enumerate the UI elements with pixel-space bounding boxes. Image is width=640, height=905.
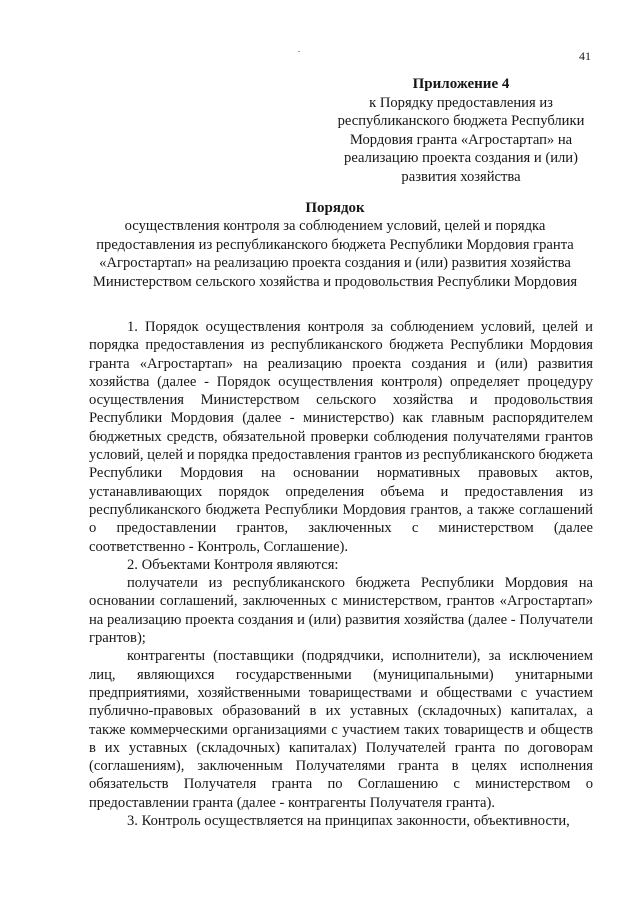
- paragraph-2: 2. Объектами Контроля являются:: [127, 556, 339, 573]
- appendix-caption: к Порядку предоставления из республиканского бюджета Республики Мордовия гранта «Агростартап» на реализацию проекта создания и (или) развития хозяйства: [337, 94, 585, 185]
- paragraph-5: 3. Контроль осуществляется на принципах законности, объективности,: [127, 813, 570, 830]
- heading-subtitle: осуществления контроля за соблюдением условий, целей и порядка предоставления из республиканского бюджета Республики Мордовия гранта «Агростартап» на реализацию проекта создания и (или) развития хозяйства Министерством сельского хозяйства и продовольствия Республики Мордовия: [92, 218, 578, 290]
- document-body: [89, 318, 593, 830]
- paragraph-4: контрагенты (поставщики (подрядчики, исполнители), за исключением лиц, являющихся государственными (муниципальными) унитарными предприятиями, хозяйственными товариществами и обществами с участием публично-правовых образований в их уставных (складочных) капиталах, а также коммерческими организациями с участием таких товариществ и обществ в их уставных (складочных) капиталах) Получателей гранта по договорам (соглашениям), заключенным Получателями гранта в целях исполнения обязательств Получателя гранта по Соглашению с министерством о предоставлении гранта (далее - контрагенты Получателя гранта).: [89, 648, 593, 811]
- page-number: 41: [579, 49, 591, 63]
- appendix-block: [325, 75, 597, 187]
- document-heading: [80, 199, 590, 291]
- heading-title: Порядок: [305, 200, 365, 216]
- scan-speck: [298, 51, 300, 52]
- paragraph-3: получатели из республиканского бюджета Республики Мордовия на основании соглашений, заключенных с министерством, грантов «Агростартап» на реализацию проекта создания и (или) развития хозяйства (далее - Получатели грантов);: [89, 575, 593, 647]
- paragraph-1: 1. Порядок осуществления контроля за соблюдением условий, целей и порядка предоставления из республиканского бюджета Республики Мордовия гранта «Агростартап» на реализацию проекта создания и (или) развития хозяйства (далее - Порядок осуществления контроля) определяет процедуру осуществления Министерством сельского хозяйства и продовольствия Республики Мордовия (далее - министерство) как главным распорядителем бюджетных средств, обязательной проверки соблюдения получателями грантов условий, целей и порядка предоставления грантов из республиканского бюджета Республики Мордовия на основании нормативных правовых актов, устанавливающих порядок определения объема и предоставления из республиканского бюджета Республики Мордовия грантов, а также соглашений о предоставлении грантов, заключенных с министерством (далее соответственно - Контроль, Соглашение).: [89, 319, 593, 555]
- appendix-title: Приложение 4: [412, 76, 510, 92]
